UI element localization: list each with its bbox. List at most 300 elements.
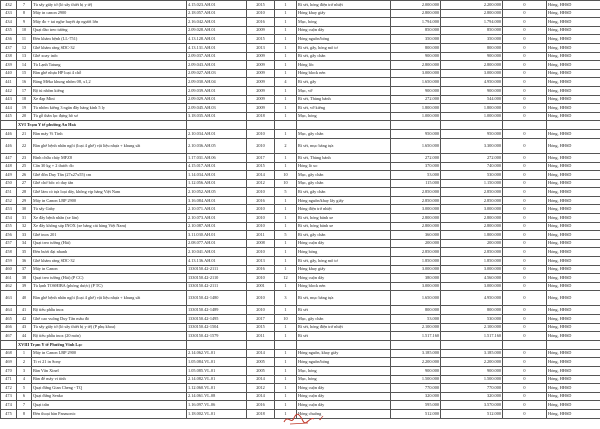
section-number: XVI <box>18 122 26 128</box>
col-reason: Hỏng, HHSD <box>547 291 600 306</box>
col-condition: Hỏng cuộn dây <box>297 384 391 393</box>
table-row <box>1 282 600 291</box>
col-condition: Hỏng lò xo <box>297 162 391 171</box>
col-condition: Rỉ sét, gãy <box>297 78 391 87</box>
col-condition: Rỉ sét, gãy chân <box>297 231 391 240</box>
col-reason: Hỏng, HHSD <box>547 248 600 257</box>
col-no: 8 <box>17 9 32 18</box>
col-asset-code: 3.18.035.AH.01 <box>187 112 247 121</box>
col-year: 2011 <box>247 231 275 240</box>
col-year: 2010 <box>247 291 275 306</box>
col-stt: 455 <box>1 222 17 231</box>
col-original-value: 1.517.160 <box>441 332 503 341</box>
col-asset-code: 2.09.045.AH.03 <box>187 104 247 113</box>
col-qty: 1 <box>275 61 297 70</box>
col-asset-code: 4.13.136.AH.01 <box>187 257 247 266</box>
col-reason: Hỏng, HHSD <box>547 162 600 171</box>
col-unit-price: 3.000.000 <box>391 265 441 274</box>
col-condition: Mục, gãy chân <box>297 130 391 139</box>
col-condition: Rỉ sét, hỏng điện trở nhiệt <box>297 323 391 332</box>
col-reason: Hỏng, HHSD <box>547 112 600 121</box>
col-year: 2010 <box>247 222 275 231</box>
col-qty: 1 <box>275 401 297 410</box>
table-row <box>1 18 600 27</box>
col-original-value: 2.200.000 <box>441 1 503 10</box>
col-unit-price: 950.000 <box>391 130 441 139</box>
col-remaining-value: 0 <box>503 375 547 384</box>
col-original-value <box>441 340 503 349</box>
col-asset-name: Bàn ghế bệnh nhân ngồi (loại 4 ghế) vật liệu nhựa + khung sắt <box>32 291 187 306</box>
table-row <box>1 291 600 306</box>
table-row <box>1 43 600 52</box>
col-asset-name: Ghế xoay inốc <box>32 52 187 61</box>
table-row <box>1 35 600 44</box>
table-row <box>1 171 600 180</box>
col-year: 2010 <box>247 205 275 214</box>
col-original-value: 740.000 <box>441 162 503 171</box>
col-reason: Hỏng, HHSD <box>547 332 600 341</box>
table-row <box>1 112 600 121</box>
col-asset-code: 1.14.034.AH.01 <box>187 171 247 180</box>
section-number: XVIII <box>18 341 30 347</box>
col-unit-price: 53.000 <box>391 315 441 324</box>
col-qty: 1 <box>275 69 297 78</box>
col-year: 2010 <box>247 9 275 18</box>
col-qty: 1 <box>275 239 297 248</box>
col-condition: Mục, gãy chân <box>297 315 391 324</box>
col-remaining-value: 0 <box>503 315 547 324</box>
col-condition <box>297 121 391 130</box>
col-stt: 459 <box>1 257 17 266</box>
col-stt: 456 <box>1 231 17 240</box>
col-original-value: 2.100.000 <box>441 323 503 332</box>
col-unit-price: 370.000 <box>391 162 441 171</box>
col-asset-code: 2.09.029.AH.01 <box>187 95 247 104</box>
col-reason: Hỏng, HHSD <box>547 358 600 367</box>
col-no: 8 <box>17 409 32 418</box>
col-unit-price: 2.800.000 <box>391 9 441 18</box>
col-year: 2009 <box>247 52 275 61</box>
col-condition: Rỉ sét, Thủng bánh <box>297 95 391 104</box>
col-no: 40 <box>17 291 32 306</box>
col-unit-price: 2.200.000 <box>391 358 441 367</box>
col-asset-name: Bàn ghế bệnh nhân ngồi (loại 4 ghế) vật liệu nhựa + khung sắt <box>32 138 187 153</box>
col-remaining-value: 0 <box>503 95 547 104</box>
col-no: 43 <box>17 323 32 332</box>
col-asset-code: 2.10.036.AH.05 <box>187 138 247 153</box>
col-asset-name: Xe đạp Mini <box>32 95 187 104</box>
col-year: 2009 <box>247 86 275 95</box>
col-reason: Hỏng, HHSD <box>547 323 600 332</box>
table-row <box>1 104 600 113</box>
col-year: 2009 <box>247 104 275 113</box>
col-year: 2009 <box>247 61 275 70</box>
col-stt: 460 <box>1 265 17 274</box>
col-remaining-value: 0 <box>503 323 547 332</box>
col-unit-price: 1.794.000 <box>391 18 441 27</box>
col-condition: Rỉ sét, mục băng tựa <box>297 138 391 153</box>
signature-area <box>282 412 332 428</box>
col-asset-code: 2.09.030.AH.04 <box>187 78 247 87</box>
col-unit-price: 2.850.000 <box>391 196 441 205</box>
col-remaining-value: 0 <box>503 332 547 341</box>
col-qty: 2 <box>275 138 297 153</box>
col-qty: 1 <box>275 392 297 401</box>
col-year: 2010 <box>247 274 275 283</box>
col-reason: Hỏng, HHSD <box>547 401 600 410</box>
col-stt: 439 <box>1 61 17 70</box>
col-stt: 444 <box>1 104 17 113</box>
col-remaining-value: 0 <box>503 153 547 162</box>
col-reason: Hỏng, HHSD <box>547 349 600 358</box>
col-qty: 1 <box>275 26 297 35</box>
col-original-value: 2.800.000 <box>441 61 503 70</box>
col-stt: 440 <box>1 69 17 78</box>
col-reason: Hỏng, HHSD <box>547 214 600 223</box>
col-stt: 437 <box>1 43 17 52</box>
col-qty <box>275 121 297 130</box>
col-year: 2009 <box>247 78 275 87</box>
col-unit-price: 512.000 <box>391 409 441 418</box>
col-no: 31 <box>17 214 32 223</box>
col-no: 21 <box>17 130 32 139</box>
col-remaining-value <box>503 121 547 130</box>
col-asset-name: Ghế chờ bốc rỏ duy tân <box>32 179 187 188</box>
col-asset-code: 2.09.028.AH.01 <box>187 26 247 35</box>
table-body <box>1 1 600 419</box>
table-row <box>1 222 600 231</box>
col-reason: Hỏng, HHSD <box>547 18 600 27</box>
col-asset-code: 1.12.060.VL.01 <box>187 384 247 393</box>
col-original-value: 1.500.000 <box>441 375 503 384</box>
col-unit-price: 900.000 <box>391 86 441 95</box>
col-unit-price: 1.000.000 <box>391 112 441 121</box>
col-no: 27 <box>17 179 32 188</box>
col-original-value: 3.000.000 <box>441 282 503 291</box>
col-original-value: 2.850.000 <box>441 196 503 205</box>
col-qty: 1 <box>275 248 297 257</box>
col-asset-code: 3.11.030.AH.01 <box>187 231 247 240</box>
col-original-value: 800.000 <box>441 43 503 52</box>
col-asset-name: Ghế cao vuông Duy Tân mâu đỏ <box>32 315 187 324</box>
col-unit-price <box>391 340 441 349</box>
col-year: 2005 <box>247 358 275 367</box>
col-qty: 12 <box>275 274 297 283</box>
col-remaining-value: 0 <box>503 257 547 266</box>
col-qty: 3 <box>275 291 297 306</box>
col-original-value: 3.185.000 <box>441 349 503 358</box>
col-unit-price: 3.185.000 <box>391 349 441 358</box>
col-year: 2015 <box>247 323 275 332</box>
col-condition: Hỏng khay giấy <box>297 265 391 274</box>
col-remaining-value: 0 <box>503 171 547 180</box>
col-asset-name: Tủ Lạnh Tatung <box>32 61 187 70</box>
col-qty: 1 <box>275 1 297 10</box>
col-year: 2017 <box>247 153 275 162</box>
col-reason: Hỏng, HHSD <box>547 35 600 44</box>
col-no: 19 <box>17 104 32 113</box>
col-original-value: 272.000 <box>441 153 503 162</box>
col-year: 2014 <box>247 171 275 180</box>
col-original-value: 770.000 <box>441 384 503 393</box>
col-stt: 469 <box>1 358 17 367</box>
col-asset-name: Ghế đôn Duy Tân (27x27x55) cm <box>32 171 187 180</box>
col-reason: Hỏng, HHSD <box>547 366 600 375</box>
col-original-value: 2.850.000 <box>441 248 503 257</box>
col-original-value: 350.000 <box>441 35 503 44</box>
col-qty: 1 <box>275 112 297 121</box>
table-row <box>1 366 600 375</box>
col-stt: 442 <box>1 86 17 95</box>
col-unit-price: 900.000 <box>391 52 441 61</box>
table-row <box>1 130 600 139</box>
col-asset-name: Ghế inox 201 <box>32 231 187 240</box>
col-year: 2018 <box>247 112 275 121</box>
col-stt: 450 <box>1 179 17 188</box>
section-title-cell <box>17 121 187 130</box>
col-condition: Rỉ sét, gãy, hỏng mô tơ <box>297 257 391 266</box>
col-remaining-value: 0 <box>503 265 547 274</box>
col-qty: 10 <box>275 179 297 188</box>
table-row <box>1 315 600 324</box>
col-year: 2008 <box>247 239 275 248</box>
col-year: 2014 <box>247 349 275 358</box>
col-qty: 1 <box>275 104 297 113</box>
col-reason: Hỏng, HHSD <box>547 138 600 153</box>
col-asset-name: Đèn bươi đại nhanh <box>32 248 187 257</box>
col-original-value: 544.000 <box>441 95 503 104</box>
col-remaining-value: 0 <box>503 401 547 410</box>
col-qty: 1 <box>275 375 297 384</box>
col-asset-code: 2.14.082.VL.01 <box>187 375 247 384</box>
col-unit-price: 1.650.000 <box>391 291 441 306</box>
col-stt: 465 <box>1 315 17 324</box>
col-asset-name: Quạt treo tường (Hải) (P CC) <box>32 274 187 283</box>
table-row <box>1 239 600 248</box>
col-asset-name: Máy đo + tai nghe huyết áp người lớn <box>32 18 187 27</box>
col-qty: 1 <box>275 95 297 104</box>
col-stt: 445 <box>1 112 17 121</box>
table-row <box>1 231 600 240</box>
col-asset-name: Bàn máy Vi Tính <box>32 130 187 139</box>
col-condition: Hỏng cuộn dây <box>297 239 391 248</box>
col-stt: 475 <box>1 409 17 418</box>
col-asset-code: 3.16.084.AH.01 <box>187 196 247 205</box>
col-no: 41 <box>17 306 32 315</box>
col-asset-name: Bàn để máy vi tính <box>32 375 187 384</box>
col-no: 25 <box>17 162 32 171</box>
col-original-value: 1.800.000 <box>441 231 503 240</box>
col-qty: 1 <box>275 257 297 266</box>
col-condition: Rỉ sét, gãy, hỏng mô tơ <box>297 43 391 52</box>
table-row <box>1 265 600 274</box>
col-condition: Hỏng cuộn dây <box>297 401 391 410</box>
col-year <box>247 121 275 130</box>
col-condition: Hỏng cuộn dây <box>297 392 391 401</box>
col-unit-price: 3.000.000 <box>391 282 441 291</box>
table-row <box>1 61 600 70</box>
col-remaining-value: 0 <box>503 138 547 153</box>
col-remaining-value: 0 <box>503 18 547 27</box>
table-row <box>1 384 600 393</box>
col-stt: 438 <box>1 52 17 61</box>
col-no: 29 <box>17 196 32 205</box>
col-asset-name: Quạt treo tường (Hải) <box>32 239 187 248</box>
col-asset-name: Máy in Canon LBP 2900 <box>32 196 187 205</box>
col-reason: Hỏng, HHSD <box>547 315 600 324</box>
col-unit-price: 1.517.160 <box>391 332 441 341</box>
col-asset-code: 2.09.037.AH.01 <box>187 52 247 61</box>
col-no: 13 <box>17 52 32 61</box>
col-asset-name: Quạt trần <box>32 401 187 410</box>
col-condition: Rỉ sét, hỏng điện trở nhiệt <box>297 1 391 10</box>
col-qty: 1 <box>275 196 297 205</box>
table-row <box>1 323 600 332</box>
col-asset-code: 2.08.077.AH.01 <box>187 239 247 248</box>
col-condition: Mục, hỏng <box>297 112 391 121</box>
col-year: 2001 <box>247 282 275 291</box>
col-reason: Hỏng, HHSD <box>547 409 600 418</box>
col-condition: Rỉ sét, vỡ kiếng <box>297 104 391 113</box>
col-year: 2016 <box>247 401 275 410</box>
section-title: Trạm Y tế phường An Hoà <box>26 122 76 128</box>
col-asset-code: 1330150.42-1504 <box>187 323 247 332</box>
col-no: 11 <box>17 35 32 44</box>
col-no: 32 <box>17 222 32 231</box>
col-qty: 1 <box>275 306 297 315</box>
col-year: 2016 <box>247 18 275 27</box>
table-row <box>1 179 600 188</box>
col-original-value: 1.850.000 <box>441 257 503 266</box>
col-no: 2 <box>17 358 32 367</box>
col-year: 2016 <box>247 196 275 205</box>
col-no: 37 <box>17 265 32 274</box>
col-original-value: 800.000 <box>441 306 503 315</box>
table-row <box>1 95 600 104</box>
col-condition: Rỉ sét, gãy chân <box>297 52 391 61</box>
col-asset-name: Bàn Vân Xinel <box>32 366 187 375</box>
col-original-value: 2.850.000 <box>441 188 503 197</box>
table-row <box>1 349 600 358</box>
table-row <box>1 401 600 410</box>
col-original-value: 200.000 <box>441 239 503 248</box>
table-row <box>1 188 600 197</box>
col-original-value: 3.300.000 <box>441 138 503 153</box>
col-asset-name: Xe đẩy không sáp INOX (xe băng cát hàng Việt Nam) <box>32 222 187 231</box>
col-qty: 1 <box>275 366 297 375</box>
table-row <box>1 248 600 257</box>
col-qty: 1 <box>275 409 297 418</box>
col-no: 35 <box>17 248 32 257</box>
col-condition: Hỏng nguồn/bóng <box>297 35 391 44</box>
col-reason: Hỏng, HHSD <box>547 52 600 61</box>
col-asset-code: 1330150.42-1579 <box>187 332 247 341</box>
col-stt: 470 <box>1 366 17 375</box>
col-asset-code: 4.13.131.AH.01 <box>187 43 247 52</box>
col-remaining-value: 0 <box>503 1 547 10</box>
col-asset-name: Đèn thoại bàn Panasonic <box>32 409 187 418</box>
col-reason: Hỏng, HHSD <box>547 78 600 87</box>
col-year: 2009 <box>247 69 275 78</box>
col-stt: 436 <box>1 35 17 44</box>
col-unit-price: 2.850.000 <box>391 188 441 197</box>
col-qty: 1 <box>275 214 297 223</box>
col-stt <box>1 121 17 130</box>
col-reason: Hỏng, HHSD <box>547 375 600 384</box>
col-condition: Hỏng chuông <box>297 409 391 418</box>
col-remaining-value: 0 <box>503 282 547 291</box>
col-year: 2009 <box>247 95 275 104</box>
col-remaining-value: 0 <box>503 52 547 61</box>
col-reason: Hỏng, HHSD <box>547 104 600 113</box>
col-reason: Hỏng, HHSD <box>547 43 600 52</box>
col-asset-name: Bàn ghế nhựa HP loại 4 chỗ <box>32 69 187 78</box>
table-row <box>1 392 600 401</box>
col-asset-code: 1330150.42-1480 <box>187 291 247 306</box>
col-condition: Hỏng khay giấy <box>297 9 391 18</box>
col-asset-code: 2.10.073.AH.01 <box>187 214 247 223</box>
col-original-value: 1.150.000 <box>441 179 503 188</box>
col-no: 17 <box>17 86 32 95</box>
col-remaining-value: 0 <box>503 291 547 306</box>
col-qty: 1 <box>275 222 297 231</box>
col-qty: 1 <box>275 282 297 291</box>
col-asset-code: 1330150.42-2110 <box>187 274 247 283</box>
col-unit-price: 1.800.000 <box>391 104 441 113</box>
col-asset-code: 2.10.071.AH.01 <box>187 205 247 214</box>
col-reason: Hỏng, HHSD <box>547 265 600 274</box>
col-unit-price: 1.650.000 <box>391 138 441 153</box>
col-stt: 452 <box>1 196 17 205</box>
col-remaining-value: 0 <box>503 349 547 358</box>
col-unit-price: 115.000 <box>391 179 441 188</box>
col-condition: Rỉ sét, hỏng bánh xe <box>297 214 391 223</box>
col-remaining-value: 0 <box>503 43 547 52</box>
col-condition: Hỏng nguồn, khay giấy <box>297 349 391 358</box>
col-no: 7 <box>17 1 32 10</box>
col-qty: 1 <box>275 86 297 95</box>
table-row <box>1 138 600 153</box>
table-row <box>1 274 600 283</box>
col-original-value: 4.560.000 <box>441 274 503 283</box>
col-reason: Hỏng, HHSD <box>547 384 600 393</box>
col-original-value: 3.570.000 <box>441 401 503 410</box>
col-unit-price: 800.000 <box>391 306 441 315</box>
col-stt: 462 <box>1 282 17 291</box>
col-unit-price <box>391 121 441 130</box>
col-original-value: 4.950.000 <box>441 78 503 87</box>
col-asset-code: 4.13.128.AH.01 <box>187 35 247 44</box>
col-no: 33 <box>17 231 32 240</box>
col-unit-price: 2.800.000 <box>391 214 441 223</box>
col-qty: 1 <box>275 349 297 358</box>
col-stt: 446 <box>1 130 17 139</box>
col-year <box>247 340 275 349</box>
col-no: 6 <box>17 392 32 401</box>
col-original-value <box>441 121 503 130</box>
col-reason: Hỏng, HHSD <box>547 179 600 188</box>
col-remaining-value: 0 <box>503 306 547 315</box>
col-qty: 10 <box>275 315 297 324</box>
col-reason: Hỏng, HHSD <box>547 257 600 266</box>
col-asset-name: Tủ sấy giấy tờ (lò sấy thiết bị y tế) (P phụ khoa) <box>32 323 187 332</box>
col-qty: 1 <box>275 323 297 332</box>
col-stt: 432 <box>1 1 17 10</box>
col-qty: 1 <box>275 332 297 341</box>
col-asset-name: Máy in canon 2900 <box>32 9 187 18</box>
col-year: 2009 <box>247 26 275 35</box>
col-condition: Mục, gãy chân <box>297 179 391 188</box>
